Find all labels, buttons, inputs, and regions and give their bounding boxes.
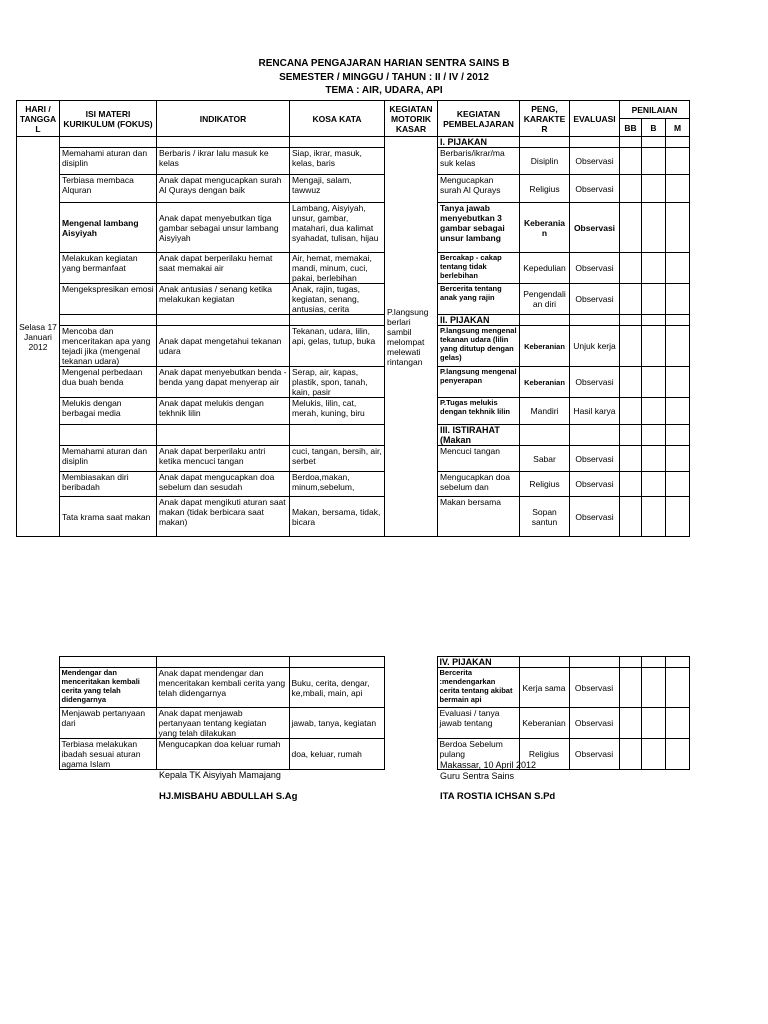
kegiatan-cell: Berbaris/ikrar/ma suk kelas bbox=[438, 148, 520, 175]
evaluasi-cell: Observasi bbox=[569, 739, 619, 770]
karakter-cell: Sabar bbox=[520, 446, 570, 472]
signature-left-role: Kepala TK Aisyiyah Mamajang bbox=[159, 770, 281, 780]
kosa-cell: jawab, tanya, kegiatan bbox=[289, 708, 384, 739]
evaluasi-cell: Observasi bbox=[569, 708, 619, 739]
isi-cell: Mengekspresikan emosi bbox=[60, 284, 157, 315]
lesson-plan-table bbox=[16, 100, 690, 537]
karakter-cell: Religius bbox=[519, 739, 569, 770]
indikator-cell: Anak dapat menyebutkan benda - benda yang dapat menyerap air bbox=[157, 367, 290, 398]
karakter-cell: Keberanian bbox=[520, 367, 570, 398]
isi-cell: Mendengar dan menceritakan kembali cerita yang telah didengarnya bbox=[59, 668, 156, 708]
section-1: I. PIJAKAN bbox=[438, 137, 520, 148]
evaluasi-cell: Observasi bbox=[570, 175, 620, 203]
table-row bbox=[17, 446, 690, 472]
kegiatan-cell: Makan bersama bbox=[438, 497, 520, 537]
isi-cell: Memahami aturan dan disiplin bbox=[60, 446, 157, 472]
kosa-cell: Serap, air, kapas, plastik, spon, tanah, kain, pasir bbox=[290, 367, 385, 398]
table-row bbox=[17, 253, 690, 284]
motorik-cell: P.langsung berlari sambil melompat melewati rintangan bbox=[385, 137, 438, 537]
signature-left-name: HJ.MISBAHU ABDULLAH S.Ag bbox=[159, 791, 298, 802]
indikator-cell: Anak antusias / senang ketika melakukan kegiatan bbox=[157, 284, 290, 315]
kegiatan-cell: P.langsung mengenal penyerapan bbox=[438, 367, 520, 398]
kegiatan-cell: Evaluasi / tanya jawab tentang bbox=[437, 708, 519, 739]
table-row bbox=[17, 398, 690, 425]
indikator-cell: Anak dapat mengucapkan doa sebelum dan sesudah bbox=[157, 472, 290, 497]
evaluasi-cell: Observasi bbox=[570, 203, 620, 253]
indikator-cell: Anak dapat menjawab pertanyaan tentang kegiatan yang telah dilakukan bbox=[156, 708, 289, 739]
indikator-cell: Anak dapat mengucapkan surah Al Qurays dengan baik bbox=[157, 175, 290, 203]
isi-cell: Terbiasa membaca Alquran bbox=[60, 175, 157, 203]
indikator-cell: Anak dapat menyebutkan tiga gambar sebagai unsur lambang Aisyiyah bbox=[157, 203, 290, 253]
karakter-cell: Religius bbox=[520, 175, 570, 203]
signature-right-name: ITA ROSTIA ICHSAN S.Pd bbox=[440, 791, 556, 802]
karakter-cell: Keberania n bbox=[520, 203, 570, 253]
isi-cell: Melakukan kegiatan yang bermanfaat bbox=[60, 253, 157, 284]
signature-right-role: Guru Sentra Sains bbox=[440, 771, 515, 781]
isi-cell: Mencoba dan menceritakan apa yang tejadi jika (mengenal tekanan udara) bbox=[60, 326, 157, 367]
table-row bbox=[16, 668, 689, 708]
kosa-cell: Buku, cerita, dengar, ke,mbali, main, api bbox=[289, 668, 384, 708]
header-pembelajaran: KEGIATAN PEMBELAJARAN bbox=[438, 101, 520, 137]
karakter-cell: Disiplin bbox=[520, 148, 570, 175]
header-kosa-kata: KOSA KATA bbox=[290, 101, 385, 137]
kosa-cell: Siap, ikrar, masuk, kelas, baris bbox=[290, 148, 385, 175]
header-b: B bbox=[642, 119, 666, 137]
kegiatan-cell: Bercerita tentang anak yang rajin bbox=[438, 284, 520, 315]
table-row bbox=[17, 203, 690, 253]
karakter-cell: Sopan santun bbox=[520, 497, 570, 537]
isi-cell: Tata krama saat makan bbox=[60, 497, 157, 537]
header-evaluasi: EVALUASI bbox=[570, 101, 620, 137]
evaluasi-cell: Observasi bbox=[570, 148, 620, 175]
evaluasi-cell: Hasil karya bbox=[570, 398, 620, 425]
kegiatan-cell: P.langsung mengenal tekanan udara (lilin yang ditutup dengan gelas) bbox=[438, 326, 520, 367]
isi-cell: Mengenal lambang Aisyiyah bbox=[60, 203, 157, 253]
karakter-cell: Pengendali an diri bbox=[520, 284, 570, 315]
evaluasi-cell: Unjuk kerja bbox=[570, 326, 620, 367]
header-motorik: KEGIATAN MOTORIK KASAR bbox=[385, 101, 438, 137]
table-row bbox=[16, 708, 689, 739]
karakter-cell: Keberanian bbox=[519, 708, 569, 739]
isi-cell: Terbiasa melakukan ibadah sesuai aturan agama Islam bbox=[59, 739, 156, 770]
indikator-cell: Mengucapkan doa keluar rumah bbox=[156, 739, 289, 770]
karakter-cell: Kepedulian bbox=[520, 253, 570, 284]
table-row bbox=[17, 497, 690, 537]
kosa-cell: Lambang, Aisyiyah, unsur, gambar, matahari, dua kalimat syahadat, tulisan, hijau bbox=[290, 203, 385, 253]
karakter-cell: Keberanian bbox=[520, 326, 570, 367]
kegiatan-cell: Mengucapkan surah Al Qurays bbox=[438, 175, 520, 203]
closing-table bbox=[16, 656, 690, 770]
kegiatan-cell: Tanya jawab menyebutkan 3 gambar sebagai unsur lambang bbox=[438, 203, 520, 253]
indikator-cell: Anak dapat mengikuti aturan saat makan (tidak berbicara saat makan) bbox=[157, 497, 290, 537]
table-row bbox=[17, 326, 690, 367]
kegiatan-cell: Bercakap - cakap tentang tidak berlebihan bbox=[438, 253, 520, 284]
header-bb: BB bbox=[620, 119, 642, 137]
section-2: II. PIJAKAN bbox=[438, 315, 520, 326]
table-row bbox=[17, 284, 690, 315]
kosa-cell: Anak, rajin, tugas, kegiatan, senang, antusias, cerita bbox=[290, 284, 385, 315]
signature-place-date: Makassar, 10 April 2012 bbox=[440, 760, 537, 770]
kegiatan-cell: P.Tugas melukis dengan tekhnik lilin bbox=[438, 398, 520, 425]
kosa-cell: Makan, bersama, tidak, bicara bbox=[290, 497, 385, 537]
kosa-cell: doa, keluar, rumah bbox=[289, 739, 384, 770]
header-indikator: INDIKATOR bbox=[157, 101, 290, 137]
indikator-cell: Berbaris / ikrar lalu masuk ke kelas bbox=[157, 148, 290, 175]
indikator-cell: Anak dapat berperilaku antri ketika mencuci tangan bbox=[157, 446, 290, 472]
evaluasi-cell: Observasi bbox=[570, 253, 620, 284]
table-row bbox=[17, 367, 690, 398]
kosa-cell: Air, hemat, memakai, mandi, minum, cuci, pakai, berlebihan bbox=[290, 253, 385, 284]
table-row bbox=[17, 472, 690, 497]
isi-cell: Memahami aturan dan disiplin bbox=[60, 148, 157, 175]
title-line-3: TEMA : AIR, UDARA, API bbox=[325, 85, 443, 96]
indikator-cell: Anak dapat mendengar dan menceritakan kembali cerita yang telah didengarnya bbox=[156, 668, 289, 708]
header-m: M bbox=[666, 119, 690, 137]
kosa-cell: Melukis, lilin, cat, merah, kuning, biru bbox=[290, 398, 385, 425]
karakter-cell: Mandiri bbox=[520, 398, 570, 425]
evaluasi-cell: Observasi bbox=[570, 367, 620, 398]
kosa-cell: cuci, tangan, bersih, air, serbet bbox=[290, 446, 385, 472]
evaluasi-cell: Observasi bbox=[569, 668, 619, 708]
header-isi: ISI MATERI KURIKULUM (FOKUS) bbox=[60, 101, 157, 137]
table-row bbox=[17, 148, 690, 175]
indikator-cell: Anak dapat mengetahui tekanan udara bbox=[157, 326, 290, 367]
kegiatan-cell: Bercerita :mendengarkan cerita tentang akibat bermain api bbox=[437, 668, 519, 708]
kegiatan-cell: Berdoa Sebelum pulang bbox=[437, 739, 519, 770]
title-line-2: SEMESTER / MINGGU / TAHUN : II / IV / 2012 bbox=[279, 72, 489, 83]
evaluasi-cell: Observasi bbox=[570, 497, 620, 537]
kosa-cell: Mengaji, salam, tawwuz bbox=[290, 175, 385, 203]
isi-cell: Mengenal perbedaan dua buah benda bbox=[60, 367, 157, 398]
evaluasi-cell: Observasi bbox=[570, 446, 620, 472]
kegiatan-cell: Mencuci tangan bbox=[438, 446, 520, 472]
kegiatan-cell: Mengucapkan doa sebelum dan bbox=[438, 472, 520, 497]
table-row bbox=[17, 175, 690, 203]
indikator-cell: Anak dapat melukis dengan tekhnik lilin bbox=[157, 398, 290, 425]
kosa-cell: Tekanan, udara, lilin, api, gelas, tutup, buka bbox=[290, 326, 385, 367]
isi-cell: Melukis dengan berbagai media bbox=[60, 398, 157, 425]
isi-cell: Membiasakan diri beribadah bbox=[60, 472, 157, 497]
section-4: IV. PIJAKAN bbox=[437, 657, 519, 668]
header-hari: HARI / TANGGA L bbox=[17, 101, 60, 137]
day-cell: Selasa 17 Januari 2012 bbox=[17, 137, 60, 537]
karakter-cell: Religius bbox=[520, 472, 570, 497]
indikator-cell: Anak dapat berperilaku hemat saat memakai air bbox=[157, 253, 290, 284]
kosa-cell: Berdoa,makan, minum,sebelum, bbox=[290, 472, 385, 497]
table-row bbox=[16, 739, 689, 770]
section-3: III. ISTIRAHAT (Makan bbox=[438, 425, 520, 446]
header-karakter: PENG, KARAKTE R bbox=[520, 101, 570, 137]
karakter-cell: Kerja sama bbox=[519, 668, 569, 708]
header-penilaian: PENILAIAN bbox=[620, 101, 690, 119]
evaluasi-cell: Observasi bbox=[570, 472, 620, 497]
title-line-1: RENCANA PENGAJARAN HARIAN SENTRA SAINS B bbox=[258, 58, 510, 69]
isi-cell: Menjawab pertanyaan dari bbox=[59, 708, 156, 739]
evaluasi-cell: Observasi bbox=[570, 284, 620, 315]
